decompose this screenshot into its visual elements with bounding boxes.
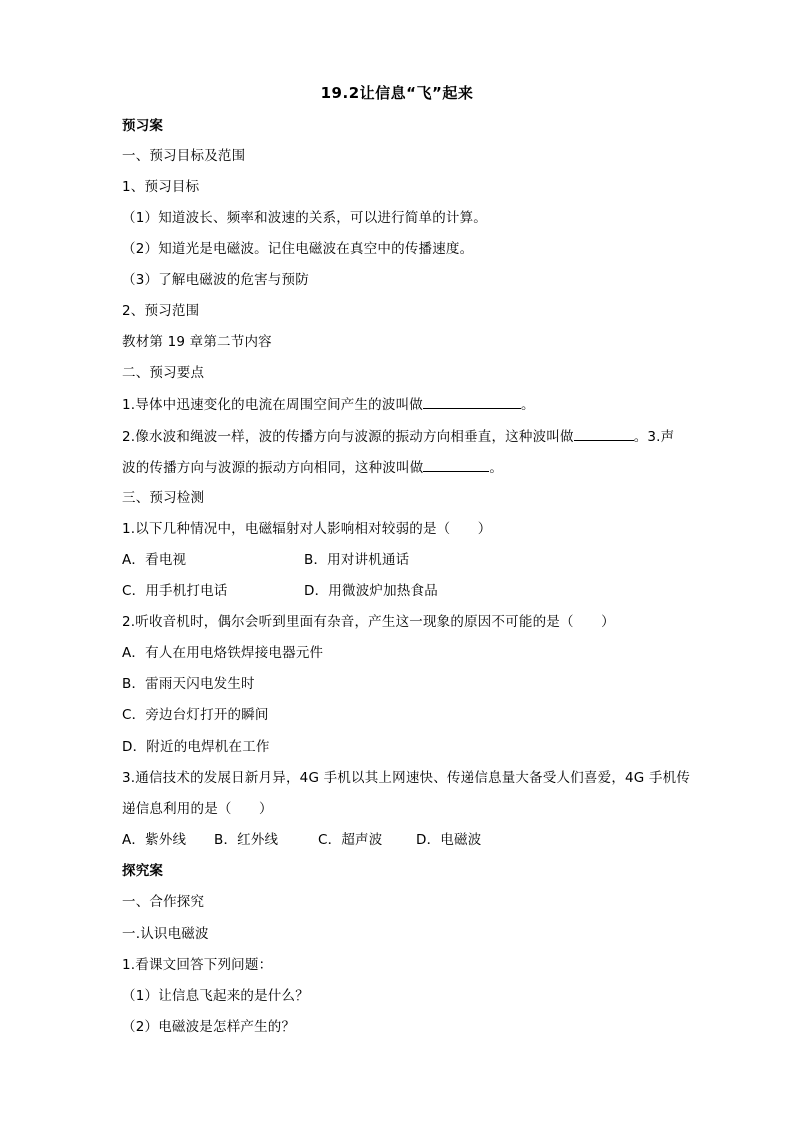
answer-blank[interactable] [574, 426, 634, 441]
range-text: 教材第 19 章第二节内容 [122, 334, 272, 350]
question-3: 3.通信技术的发展日新月异，4G 手机以其上网速快、传递信息量大备受人们喜爱，4G 手机传 [122, 770, 691, 786]
option-d[interactable]: D．电磁波 [416, 832, 482, 848]
key-point-1 [122, 394, 535, 415]
heading-goals: 1、预习目标 [122, 179, 200, 195]
question-1-options-row [122, 581, 438, 601]
key-point-1-text: 1.导体中迅速变化的电流在周围空间产生的波叫做 [122, 397, 423, 413]
heading-range: 2、预习范围 [122, 303, 200, 319]
question-1-options-row [122, 550, 409, 570]
page-title: 19.2让信息“飞”起来 [320, 84, 474, 102]
heading-cooperative-inquiry: 一、合作探究 [122, 894, 205, 910]
key-point-3-start: 。3.声 [633, 429, 675, 445]
heading-goals-range: 一、预习目标及范围 [122, 148, 246, 164]
option-d[interactable]: D．用微波炉加热食品 [304, 583, 438, 599]
explore-question-1: 1.看课文回答下列问题： [122, 957, 273, 973]
key-point-2-text: 2.像水波和绳波一样，波的传播方向与波源的振动方向相垂直，这种波叫做 [122, 429, 574, 445]
question-1: 1.以下几种情况中，电磁辐射对人影响相对较弱的是（ ） [122, 521, 492, 537]
option-c[interactable]: C．超声波 [318, 832, 383, 848]
option-c[interactable]: C．旁边台灯打开的瞬间 [122, 707, 269, 723]
goal-item: （2）知道光是电磁波。记住电磁波在真空中的传播速度。 [122, 241, 474, 257]
key-point-1-end: 。 [520, 397, 535, 413]
section-heading-explore: 探究案 [122, 863, 164, 879]
question-2: 2.听收音机时，偶尔会听到里面有杂音，产生这一现象的原因不可能的是（ ） [122, 614, 615, 630]
explore-subquestion: （1）让信息飞起来的是什么？ [122, 988, 309, 1004]
option-a[interactable]: A．紫外线 [122, 832, 187, 848]
option-b[interactable]: B．雷雨天闪电发生时 [122, 676, 255, 692]
goal-item: （1）知道波长、频率和波速的关系，可以进行简单的计算。 [122, 210, 487, 226]
answer-blank[interactable] [423, 457, 489, 472]
option-b[interactable]: B．用对讲机通话 [304, 552, 410, 568]
heading-key-points: 二、预习要点 [122, 365, 205, 381]
key-point-3-end: 。 [489, 460, 504, 476]
answer-blank[interactable] [423, 394, 521, 409]
key-point-2 [122, 426, 674, 447]
heading-preview-check: 三、预习检测 [122, 490, 205, 506]
heading-know-em-waves: 一.认识电磁波 [122, 926, 209, 942]
option-a[interactable]: A．有人在用电烙铁焊接电器元件 [122, 645, 324, 661]
option-a[interactable]: A．看电视 [122, 552, 187, 568]
key-point-3-text: 波的传播方向与波源的振动方向相同，这种波叫做 [122, 460, 424, 476]
option-c[interactable]: C．用手机打电话 [122, 583, 228, 599]
section-heading-preview: 预习案 [122, 118, 164, 134]
key-point-3 [122, 457, 503, 478]
question-3-options-row [122, 830, 481, 850]
goal-item: （3）了解电磁波的危害与预防 [122, 272, 309, 288]
question-3-continued: 递信息利用的是（ ） [122, 801, 273, 817]
option-d[interactable]: D．附近的电焊机在工作 [122, 739, 270, 755]
explore-subquestion: （2）电磁波是怎样产生的？ [122, 1019, 296, 1035]
option-b[interactable]: B．红外线 [214, 832, 279, 848]
